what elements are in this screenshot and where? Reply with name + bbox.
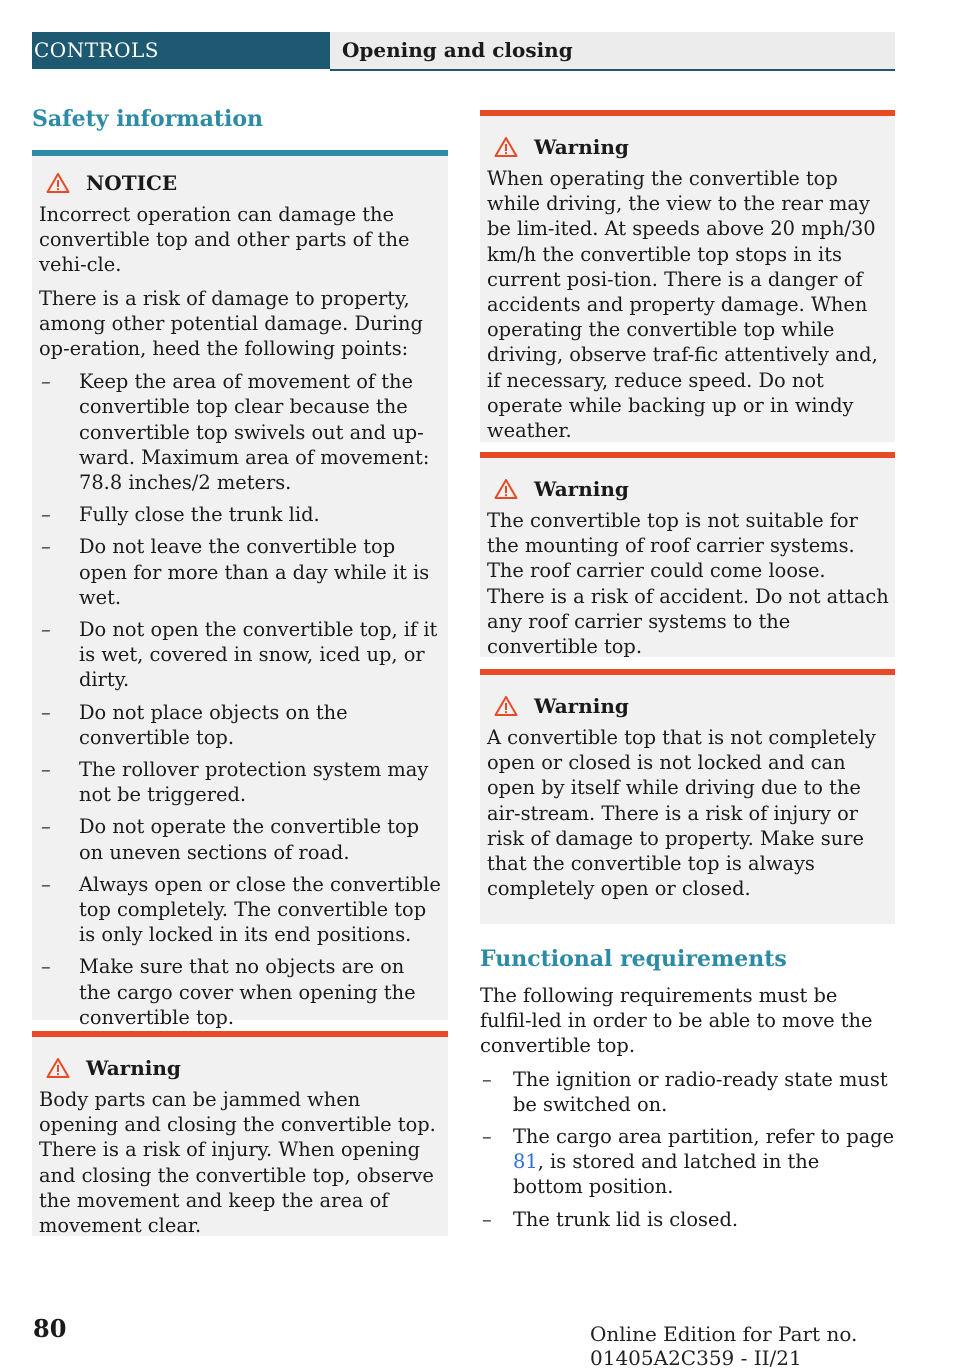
functional-intro: The following requirements must be fulfil-led in order to be able to move the convertible top. [480, 984, 873, 1058]
edition-label: Online Edition for Part no. 01405A2C359 - II/21 [590, 1322, 858, 1370]
list-item: – Fully close the trunk lid. [39, 502, 442, 527]
list-item: – Do not open the convertible top, if it is wet, covered in snow, iced up, or dirty. [39, 617, 442, 693]
warning-bar [32, 1031, 448, 1037]
warning-bar [480, 669, 895, 675]
notice-box [32, 150, 448, 1029]
list-item: – Do not operate the convertible top on uneven sections of road. [39, 814, 442, 864]
list-item: – Always open or close the convertible top completely. The convertible top is only locked in its end positions. [39, 872, 442, 948]
warning-text: When operating the convertible top while driving, the view to the rear may be lim-ited. At speeds above 20 mph/30 km/h the convertible top stops in its current posi-tion. There is a danger of accidents and property damage. When operating the convertible top while driving, observe traf-fic attentively and, if necessary, reduce speed. Do not operate while backing up or in windy weather. [487, 167, 878, 443]
driving-warning-box [480, 110, 895, 442]
list-item: – The ignition or radio-ready state must be switched on. [480, 1067, 895, 1117]
warning-bar [480, 110, 895, 116]
warning-text: A convertible top that is not completely open or closed is not locked and can open by itself while driving due to the air-stream. There is a risk of injury or risk of damage to property. Make sure that the convertible top is always completely open or closed. [487, 726, 876, 901]
warning-bar [480, 452, 895, 458]
functional-requirements [480, 983, 895, 1239]
notice-bar [32, 150, 448, 156]
requirements-list [480, 1067, 895, 1232]
chapter-label: CONTROLS [32, 32, 330, 69]
warning-triangle-icon [46, 172, 70, 194]
warning-title: Warning [86, 1056, 181, 1080]
warning-title: Warning [534, 135, 629, 159]
warning-triangle-icon [494, 136, 518, 158]
functional-heading: Functional requirements [480, 946, 787, 972]
notice-list [39, 369, 442, 1030]
airstream-warning-box [480, 669, 895, 924]
header-rule [330, 69, 895, 71]
notice-title: NOTICE [86, 171, 178, 195]
warning-triangle-icon [46, 1057, 70, 1079]
list-item: – Do not place objects on the convertible top. [39, 700, 442, 750]
list-item: – The trunk lid is closed. [480, 1207, 895, 1232]
list-item: – Keep the area of movement of the convertible top clear because the convertible top swivels out and up-ward. Maximum area of movement: 78.8 inches/2 meters. [39, 369, 442, 495]
list-item: – The cargo area partition, refer to page 81, is stored and latched in the bottom position. [480, 1124, 895, 1200]
warning-title: Warning [534, 694, 629, 718]
warning-text: Body parts can be jammed when opening and closing the convertible top. There is a risk of injury. When opening and closing the convertible top, observe the movement and keep the area of movement clear. [39, 1088, 436, 1238]
safety-heading: Safety information [32, 106, 264, 132]
page-number: 80 [33, 1314, 67, 1343]
topic-label: Opening and closing [330, 32, 895, 69]
page-header [32, 32, 895, 71]
body-parts-warning-box [32, 1031, 448, 1236]
list-item: – The rollover protection system may not be triggered. [39, 757, 442, 807]
list-item: – Make sure that no objects are on the cargo cover when opening the convertible top. [39, 954, 442, 1030]
warning-text: The convertible top is not suitable for the mounting of roof carrier systems. The roof carrier could come loose. There is a risk of accident. Do not attach any roof carrier systems to the convertible top. [487, 509, 889, 659]
notice-paragraph: Incorrect operation can damage the convertible top and other parts of the vehi-cle. [39, 203, 410, 277]
list-item: – Do not leave the convertible top open for more than a day while it is wet. [39, 534, 442, 610]
notice-paragraph: There is a risk of damage to property, among other potential damage. During op-eration, heed the following points: [39, 286, 423, 361]
warning-triangle-icon [494, 695, 518, 717]
page-reference-link[interactable]: 81 [513, 1150, 538, 1174]
warning-title: Warning [534, 477, 629, 501]
warning-triangle-icon [494, 478, 518, 500]
roof-carrier-warning-box [480, 452, 895, 657]
